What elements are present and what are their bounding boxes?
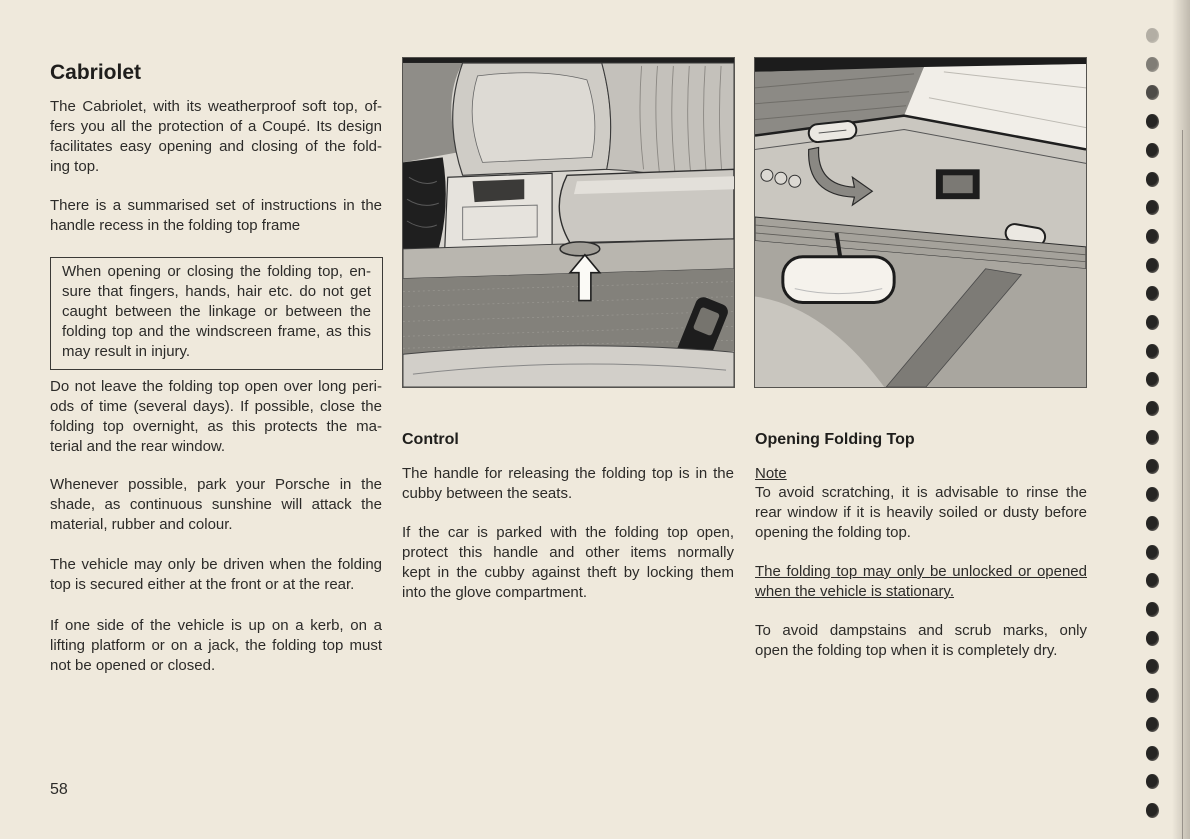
binding-hole: [1146, 200, 1159, 215]
text-line: Whenever possible, park your Porsche in the: [50, 476, 382, 493]
binding-hole: [1146, 57, 1159, 72]
text-line: If one side of the vehicle is up on a kerb, on a: [50, 617, 382, 634]
binding-hole: [1146, 545, 1159, 560]
rinse-advice-paragraph: [755, 483, 1087, 543]
binding-hole: [1146, 143, 1159, 158]
text-line: When opening or closing the folding top, en-: [62, 263, 371, 280]
text-line: The handle for releasing the folding top is in the: [402, 465, 734, 482]
text-line: kept in the cubby against theft by locking them: [402, 564, 734, 581]
top-edge: [403, 58, 734, 63]
shade-paragraph: [50, 475, 382, 535]
console-illustration: [402, 57, 735, 388]
seat-cushion: [403, 346, 734, 387]
binding-hole: [1146, 516, 1159, 531]
text-line: If the car is parked with the folding top open,: [402, 524, 734, 541]
seat-panel: [472, 73, 595, 163]
binding-hole: [1146, 746, 1159, 761]
text-line: To avoid scratching, it is advisable to rinse the: [755, 484, 1087, 501]
binding-hole: [1146, 659, 1159, 674]
page-edge-line: [1182, 130, 1183, 839]
text-line: open the folding top when it is completely dry.: [755, 642, 1058, 659]
text-line: There is a summarised set of instructions in the: [50, 197, 382, 214]
section-heading-opening-folding-top: Opening Folding Top: [755, 431, 915, 448]
binding-hole: [1146, 487, 1159, 502]
binding-hole: [1146, 459, 1159, 474]
text-line: The Cabriolet, with its weatherproof soft top, of-: [50, 98, 382, 115]
text-line: when the vehicle is stationary.: [755, 583, 954, 600]
note-label: Note: [755, 465, 787, 482]
section-heading-control: Control: [402, 431, 459, 448]
frame-knob: [761, 169, 773, 181]
long-periods-paragraph: [50, 377, 382, 457]
binding-hole: [1146, 114, 1159, 129]
handle-location-paragraph: [402, 464, 734, 504]
text-line: opening the folding top.: [755, 524, 911, 541]
text-line: top is secured either at the front or at the rear.: [50, 576, 355, 593]
binding-hole: [1146, 803, 1159, 818]
text-line: rear window if it is heavily soiled or dusty before: [755, 504, 1087, 521]
text-line: into the glove compartment.: [402, 584, 588, 601]
text-line: The vehicle may only be driven when the folding: [50, 556, 382, 573]
binding-hole: [1146, 85, 1159, 100]
instructions-location-paragraph: [50, 196, 382, 236]
binding-hole: [1146, 315, 1159, 330]
text-line: material, rubber and colour.: [50, 516, 233, 533]
theft-protection-paragraph: [402, 523, 734, 603]
text-line: terial and the rear window.: [50, 438, 226, 455]
binding-hole: [1146, 631, 1159, 646]
dry-advice-paragraph: [755, 621, 1087, 661]
text-line: folding top overnight, as this protects the ma-: [50, 418, 382, 435]
windscreen-frame-illustration: [754, 57, 1087, 388]
text-line: Do not leave the folding top open over long peri-: [50, 378, 382, 395]
interior-light-lens: [943, 175, 973, 193]
driving-paragraph: [50, 555, 382, 595]
text-line: may result in injury.: [62, 343, 191, 360]
binding-hole: [1146, 602, 1159, 617]
text-line: handle recess in the folding top frame: [50, 217, 301, 234]
text-line: shade, as continuous sunshine will attack the: [50, 496, 382, 513]
text-line: folding top and the windscreen frame, as this: [62, 323, 371, 340]
text-line: The folding top may only be unlocked or opened: [755, 563, 1087, 580]
binding-hole: [1146, 774, 1159, 789]
intro-paragraph: [50, 97, 382, 177]
binding-hole: [1146, 717, 1159, 732]
text-line: not be opened or closed.: [50, 657, 216, 674]
frame-knob: [789, 175, 801, 187]
binding-hole: [1146, 401, 1159, 416]
page-edge-shadow: [1172, 0, 1190, 839]
binding-hole: [1146, 28, 1159, 43]
binding-hole: [1146, 258, 1159, 273]
rear-view-mirror: [783, 257, 894, 303]
left-latch-handle: [808, 120, 857, 143]
binding-hole: [1146, 430, 1159, 445]
kerb-paragraph: [50, 616, 382, 676]
gear-lever-boot: [403, 157, 446, 254]
text-line: fers you all the protection of a Coupé. Its design: [50, 118, 382, 135]
stationary-warning-paragraph: [755, 562, 1087, 602]
text-line: lifting platform or on a jack, the folding top must: [50, 637, 382, 654]
binding-hole: [1146, 573, 1159, 588]
text-line: To avoid dampstains and scrub marks, only: [755, 622, 1087, 639]
binding-hole: [1146, 229, 1159, 244]
text-line: ing top.: [50, 158, 100, 175]
windscreen-frame-drawing: [755, 58, 1086, 387]
binding-hole: [1146, 688, 1159, 703]
text-line: sure that fingers, hands, hair etc. do not get: [62, 283, 371, 300]
injury-warning-box: [50, 257, 383, 370]
binding-hole: [1146, 372, 1159, 387]
spiral-binding: [1140, 0, 1170, 839]
page-number: 58: [50, 781, 68, 798]
binding-hole: [1146, 344, 1159, 359]
console-drawing: [403, 58, 734, 387]
injury-warning-text: [62, 262, 371, 362]
section-title-cabriolet: Cabriolet: [50, 61, 142, 84]
text-line: ods of time (several days). If possible, close the: [50, 398, 382, 415]
text-line: cubby between the seats.: [402, 485, 573, 502]
cubby-recess: [473, 179, 525, 202]
binding-hole: [1146, 286, 1159, 301]
text-line: facilitates easy opening and closing of the fold-: [50, 138, 382, 155]
text-line: caught between the linkage or between the: [62, 303, 371, 320]
folding-top-release-handle: [560, 242, 600, 256]
binding-hole: [1146, 172, 1159, 187]
frame-knob: [775, 172, 787, 184]
text-line: protect this handle and other items normally: [402, 544, 734, 561]
